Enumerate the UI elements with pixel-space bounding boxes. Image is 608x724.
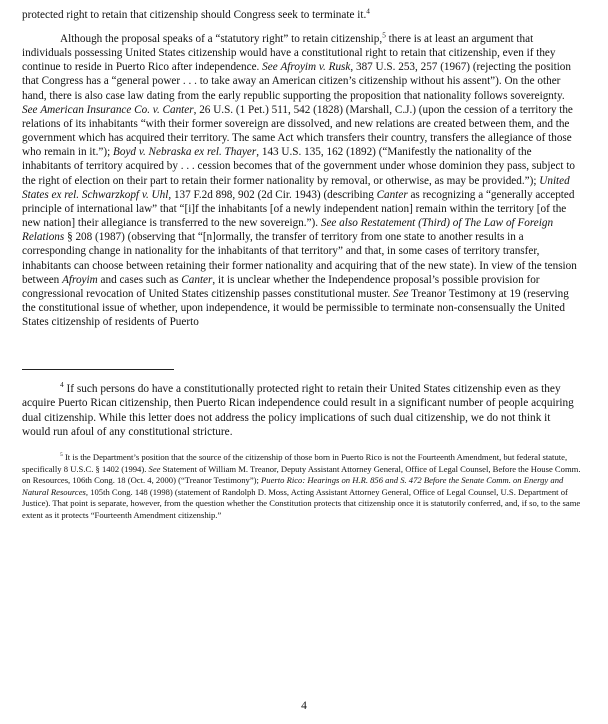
citation-text: § 208 (1987) (observing that “[n]ormally, the transfer of territory from one state to another results in a corresponding change in nationality for the inhabitants of that territory” and that, in some cases of territory transfer, inhabitants can choose between retaining their former nationality and acquiring that of the new state). In view of the tension between xyxy=(22,231,577,286)
citation-text: , 387 U.S. 253, 257 (1967) (rejecting the position that Congress has a “general power . . . to take away an American citizen’s citizenship without his assent”). On the other hand, there is also case law dating from the early republic supporting the proposition that nationality follows sovereignty. xyxy=(22,61,571,102)
body-paragraph xyxy=(22,32,582,329)
citation-signal: See xyxy=(148,463,161,474)
footnote-4 xyxy=(22,382,576,439)
case-name-canter: American Insurance Co. v. Canter xyxy=(40,103,194,116)
footnote-number: 5 xyxy=(60,452,63,459)
page-number: 4 xyxy=(301,700,307,712)
footnote-text: , 105th Cong. 148 (1998) (statement of Randolph D. Moss, Acting Assistant Attorney General, Office of Legal Counsel, U.S. Department of Justice). That point is separate, however, from the question whether the Constitution protects that citizenship once it is statutorily conferred, and, if so, to the same extent as it protects “Fourteenth Amendment citizenship.” xyxy=(22,486,581,521)
citation-text: as recognizing a “generally accepted principle of international law” that “[i]f the inhabitants [of a newly independent nation] remain within the territory [of the new nation] their allegiance is transferred to the new sovereign.”). xyxy=(22,188,575,230)
footnote-ref-4: 4 xyxy=(366,7,370,16)
case-ref-afroyim: Afroyim xyxy=(62,273,98,286)
citation-text: , 26 U.S. (1 Pet.) 511, 542 (1828) (Marshall, C.J.) (upon the cession of a territory the relations of its inhabitants “with their former sovereign are dissolved, and new relations are created between them, and the government which has acquired their territory. The same Act which transfers their country, transfers the allegiance of those who remain in it.”); xyxy=(22,103,573,159)
case-ref-canter: Canter xyxy=(181,273,213,286)
para-sentence: , it is unclear whether the Independence proposal’s possible provision for congressional revocation of United States citizenship passes constitutional muster. xyxy=(22,273,540,300)
citation-signal: See xyxy=(262,61,278,74)
para-sentence: there is at least an argument that individuals possessing United States citizenship would have a constitutional right to retain that citizenship, even if they continue to reside in Puerto Rico after independence. xyxy=(22,33,556,74)
footnote-5 xyxy=(22,452,582,522)
citation-text: , 143 U.S. 135, 162 (1892) (“Manifestly the nationality of the inhabitants of territory acquired by . . . cession becomes that of the government under whose dominion they pass, subject to the right of election on their part to retain their former nationality by removal, or otherwise, as may be provided.”); xyxy=(22,146,576,187)
footnote-text: If such persons do have a constitutionally protected right to retain their United States citizenship even as they acquire Puerto Rican citizenship, then Puerto Rican independence could result in a significant number of people acquiring dual citizenship. While this letter does not address the policy implications of such dual citizenship, we do not think it would run afoul of any constitutional stricture. xyxy=(22,383,574,438)
para-sentence: Although the proposal speaks of a “statutory right” to retain citizenship, xyxy=(60,33,383,45)
restatement-citation: See also Restatement (Third) of The Law of Foreign Relations xyxy=(22,217,554,244)
hearing-title: Puerto Rico: Hearings on H.R. 856 and S. 472 Before the Senate Comm. on Energy and Natural Resources xyxy=(22,475,564,497)
para-sentence: and cases such as xyxy=(97,273,182,286)
case-name-afroyim: Afroyim v. Rusk xyxy=(280,61,351,74)
continued-text: protected right to retain that citizenship should Congress seek to terminate it. xyxy=(22,9,367,21)
citation-text: Treanor Testimony at 19 (reserving the constitutional issue of whether, upon independence, it would be permissible to terminate non-consensually the United States citizenship of residents of Puerto xyxy=(22,287,569,329)
footnote-ref-5: 5 xyxy=(382,31,386,40)
footnote-number: 4 xyxy=(60,380,64,390)
citation-signal: See xyxy=(22,103,38,116)
case-ref-canter: Canter xyxy=(376,188,408,201)
footnote-text: It is the Department’s position that the source of the citizenship of those born in Puerto Rico is not the Fourteenth Amendment, but federal statute, specifically 8 U.S.C. § 1402 (1994). xyxy=(22,452,568,474)
footnote-separator xyxy=(22,369,174,370)
citation-text: , 137 F.2d 898, 902 (2d Cir. 1943) (describing xyxy=(168,188,377,201)
case-name-schwarzkopf: United States ex rel. Schwarzkopf v. Uhl xyxy=(22,174,570,201)
footnote-text: Statement of William M. Treanor, Deputy Assistant Attorney General, Office of Legal Counsel, Before the House Comm. on Resources, 106th Cong. 18 (Oct. 4, 2000) (“Treanor Testimony”); xyxy=(22,463,581,486)
continued-text-line xyxy=(22,8,582,22)
case-name-boyd: Boyd v. Nebraska ex rel. Thayer xyxy=(113,146,257,159)
citation-signal: See xyxy=(392,287,409,300)
